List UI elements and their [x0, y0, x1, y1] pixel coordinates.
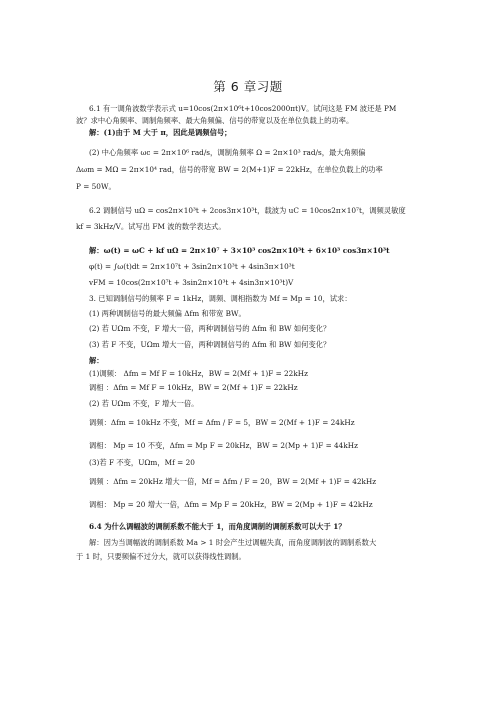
text-line: φ(t) = ∫ω(t)dt = 2π×10⁷t + 3sin2π×10³t + 4sin3π×10³t: [89, 262, 295, 271]
text-line: 3. 已知调制信号的频率 F = 1kHz，调频、调相指数为 Mf = Mp = 10，试求：: [89, 294, 352, 303]
text-line: vFM = 10cos(2π×10⁷t + 3sin2π×10³t + 4sin3π×10³t)V: [89, 278, 294, 287]
text-line: Δωm = MΩ = 2π×10⁴ rad，信号的带宽 BW = 2(M+1)F = 22kHz，在单位负载上的功率: [76, 165, 383, 174]
text-line: 调相： Mp = 10 不变，Δfm = Mp F = 20kHz，BW = 2(Mp + 1)F = 44kHz: [89, 441, 358, 450]
text-line: 调频：Δfm = 10kHz 不变，Mf = Δfm / F = 5，BW = 2(Mf + 1)F = 24kHz: [89, 418, 355, 427]
text-line: kf = 3kHz/V。试写出 FM 波的数学表达式。: [76, 222, 226, 231]
text-line: 解：: [89, 356, 104, 365]
text-line: 6.1 有一调角波数学表示式 u=10cos(2π×10⁶t+10cos2000πt)V。试问这是 FM 波还是 PM: [89, 104, 397, 113]
text-line: 6.2 调制信号 uΩ = cos2π×10³t + 2cos3π×10³t，载波为 uC = 10cos2π×10⁷t，调频灵敏度: [89, 206, 406, 215]
text-line: (1) 两种调制信号的最大频偏 Δfm 和带宽 BW。: [89, 309, 246, 318]
text-line: 6.4 为什么调幅波的调制系数不能大于 1，而角度调制的调制系数可以大于 1？: [89, 522, 346, 531]
text-line: 于 1 时，只要频偏不过分大，就可以获得线性调制。: [76, 552, 246, 561]
text-line: 波？求中心角频率、调制角频率、最大角频偏、信号的带宽以及在单位负载上的功率。: [76, 116, 354, 125]
page-title: 第 6 章习题: [213, 79, 283, 94]
text-line: (3)若 F 不变，UΩm，Mf = 20: [89, 458, 195, 467]
text-line: 解：ω(t) = ωC + kf uΩ = 2π×10⁷ + 3×10³ cos2π×10³t + 6×10³ cos3π×10³t: [89, 246, 390, 255]
text-line: (1)调频： Δfm = Mf F = 10kHz，BW = 2(Mf + 1)F = 22kHz: [89, 369, 308, 378]
text-line: 调相： Mp = 20 增大一倍，Δfm = Mp F = 20kHz，BW = 2(Mp + 1)F = 42kHz: [89, 500, 373, 509]
text-line: 调频 ：Δfm = 20kHz 增大一倍，Mf = Δfm / F = 20，BW = 2(Mf + 1)F = 42kHz: [89, 477, 377, 486]
text-line: 调相 ：Δfm = Mf F = 10kHz，BW = 2(Mf + 1)F = 22kHz: [89, 383, 298, 392]
text-line: 解：因为当调幅波的调制系数 Ma > 1 时会产生过调幅失真，而角度调制波的调制系数大: [89, 538, 377, 547]
text-line: 解：(1)由于 M 大于 π，因此是调频信号；: [89, 128, 232, 137]
text-line: (3) 若 F 不变，UΩm 增大一倍，两种调制信号的 Δfm 和 BW 如何变化？: [89, 340, 331, 349]
text-line: (2) 若 UΩm 不变，F 增大一倍，两种调制信号的 Δfm 和 BW 如何变化？: [89, 324, 331, 333]
text-line: P = 50W。: [76, 182, 116, 191]
text-line: (2) 若 UΩm 不变，F 增大一倍。: [89, 399, 199, 408]
text-line: (2) 中心角频率 ωc = 2π×10⁶ rad/s，调制角频率 Ω = 2π×10³ rad/s，最大角频偏: [89, 148, 366, 157]
